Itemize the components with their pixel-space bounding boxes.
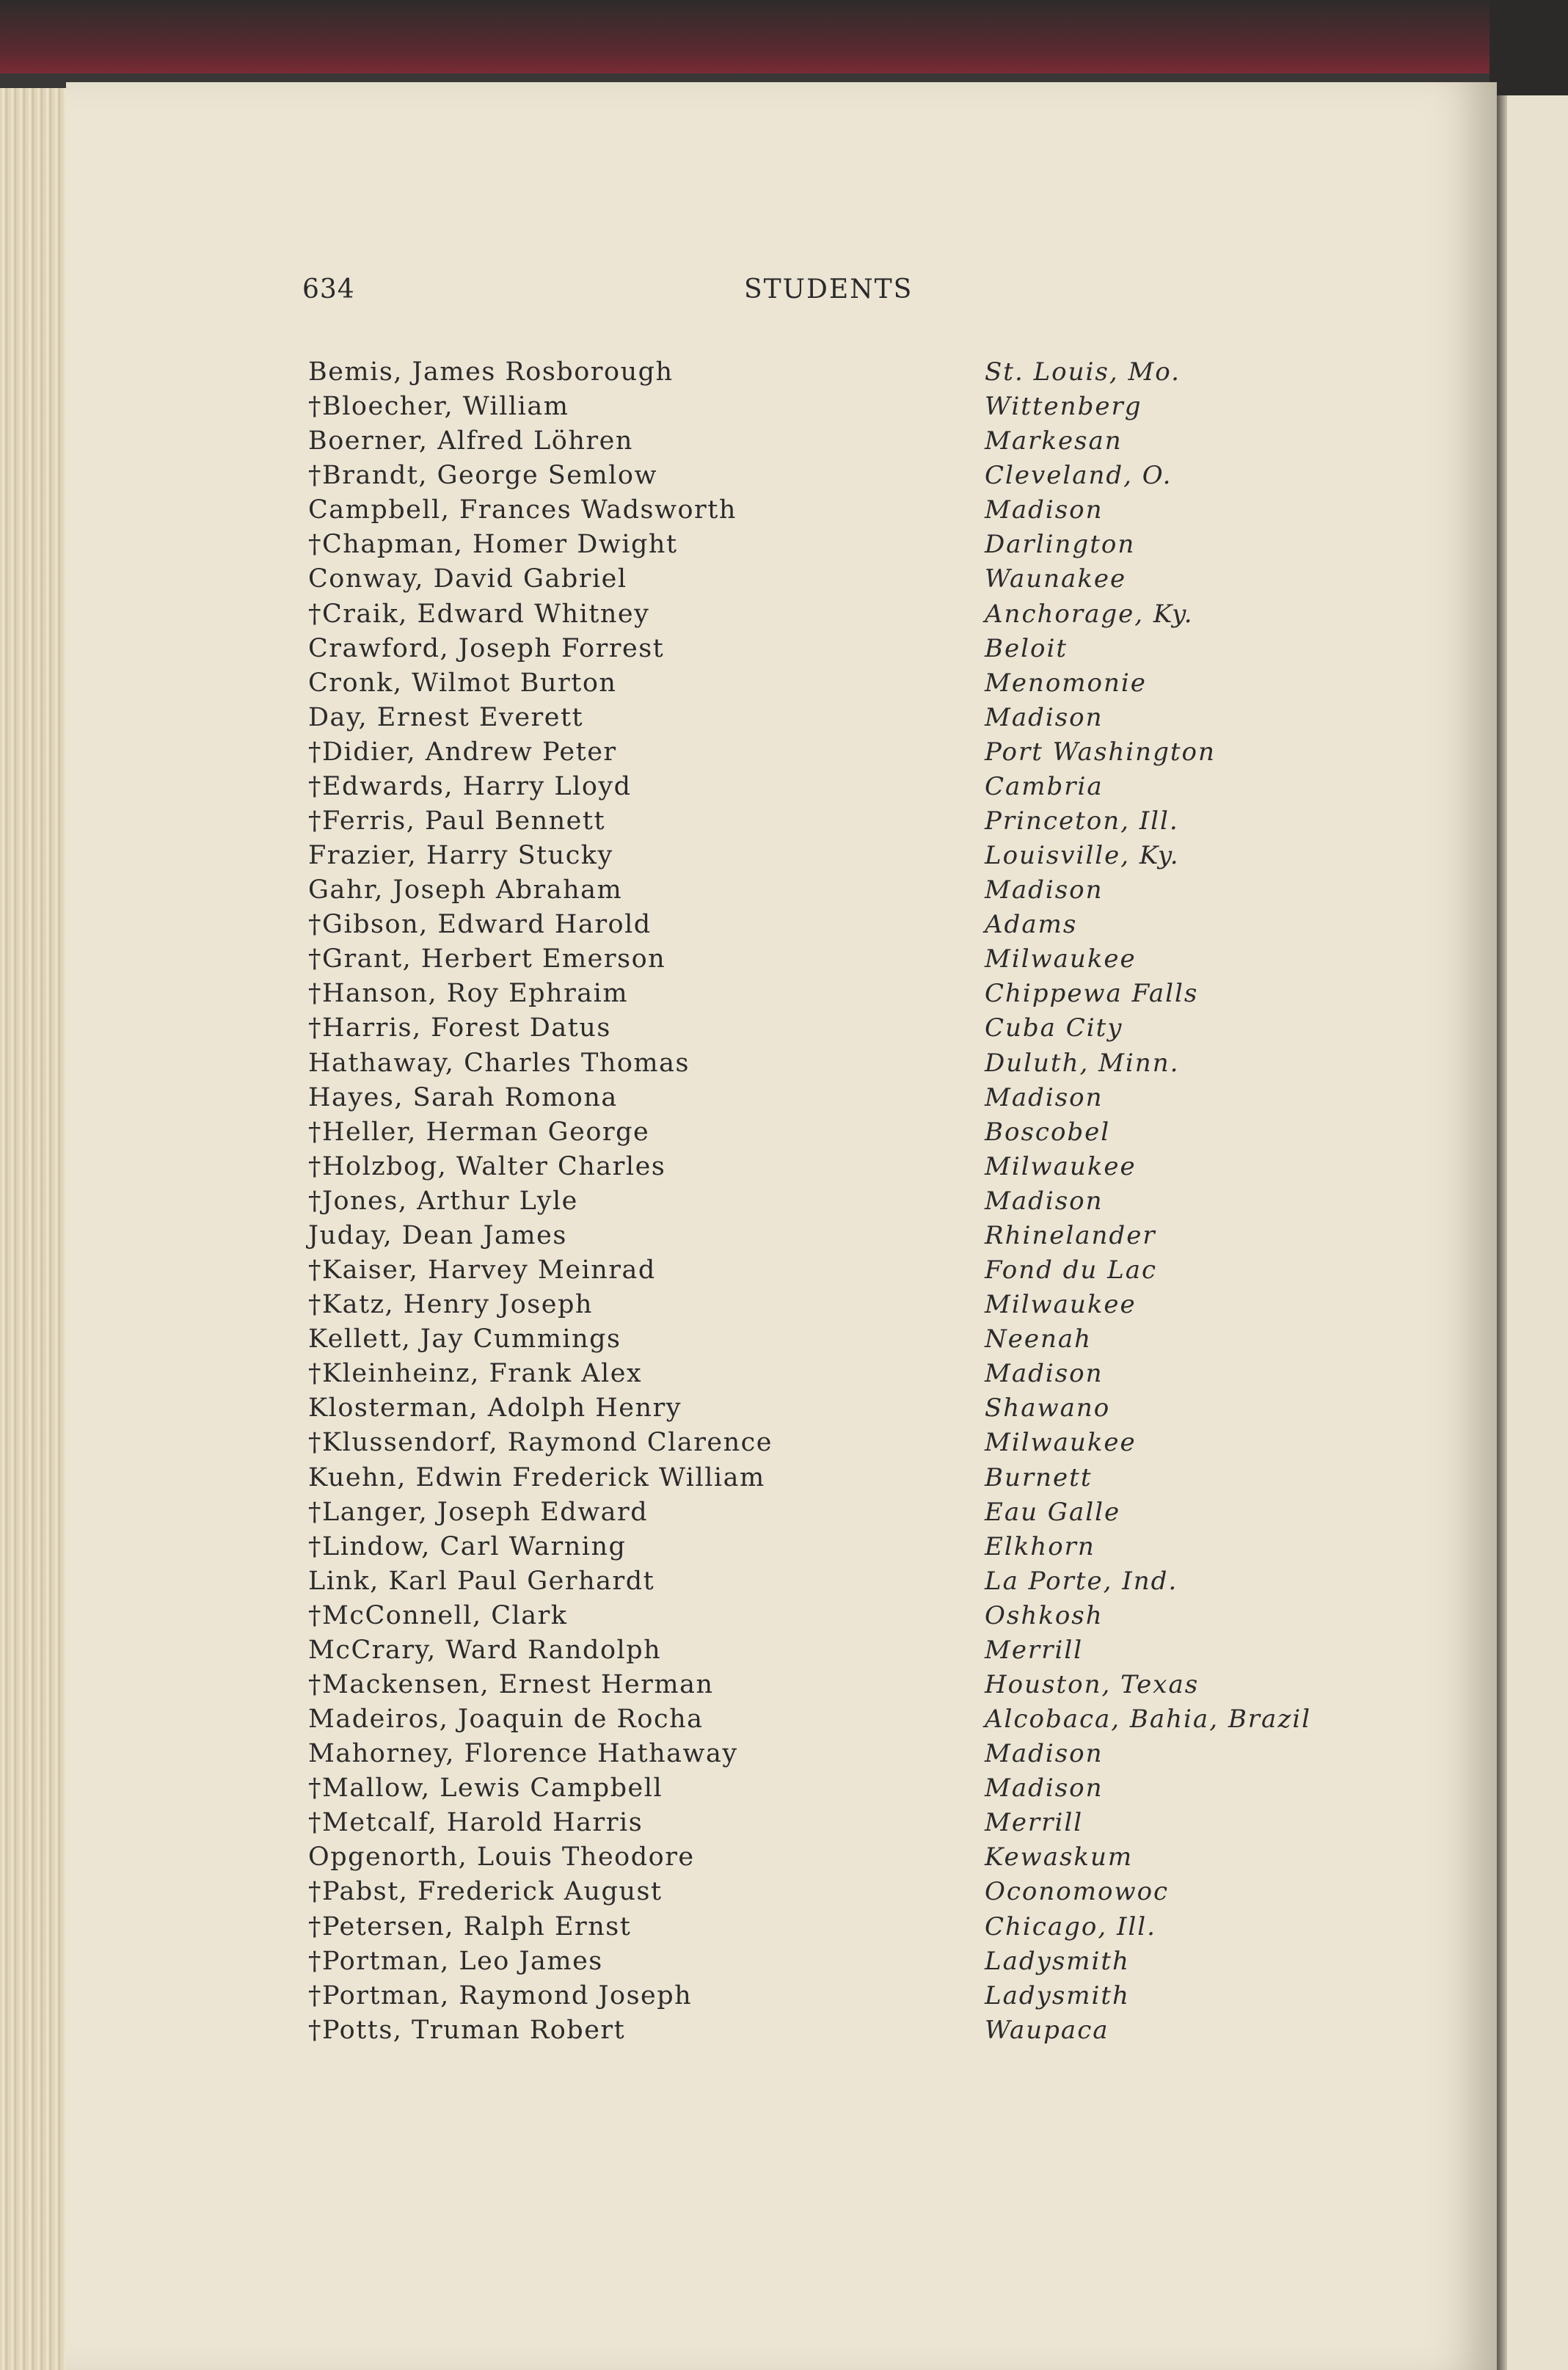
student-row (308, 1495, 1409, 1530)
student-name: †Kaiser, Harvey Meinrad (308, 1255, 656, 1286)
student-hometown: Madison (985, 1359, 1104, 1389)
student-hometown: Port Washington (985, 737, 1216, 767)
student-row (308, 1357, 1409, 1391)
student-hometown: Princeton, Ill. (985, 806, 1179, 836)
student-row (308, 562, 1409, 597)
student-hometown: Alcobaca, Bahia, Brazil (985, 1704, 1311, 1735)
student-row (308, 1219, 1409, 1253)
student-hometown: La Porte, Ind. (985, 1566, 1178, 1596)
student-name: †McConnell, Clark (308, 1600, 568, 1630)
student-row (308, 1253, 1409, 1288)
student-row (308, 1184, 1409, 1219)
student-row (308, 390, 1409, 424)
student-name: †Pabst, Frederick August (308, 1877, 663, 1907)
student-hometown: Merrill (985, 1808, 1084, 1838)
student-row (308, 1875, 1409, 1909)
student-hometown: Madison (985, 1082, 1104, 1112)
student-name: †Heller, Herman George (308, 1117, 650, 1147)
student-name: Cronk, Wilmot Burton (308, 668, 617, 698)
student-row (308, 1737, 1409, 1771)
student-row (308, 1115, 1409, 1150)
student-row (308, 1461, 1409, 1495)
student-name: McCrary, Ward Randolph (308, 1635, 662, 1665)
student-hometown: Kewaskum (985, 1842, 1134, 1873)
student-hometown: Anchorage, Ky. (985, 599, 1194, 629)
student-hometown: Menomonie (985, 668, 1147, 698)
student-hometown: Ladysmith (985, 1980, 1130, 2010)
student-hometown: Duluth, Minn. (985, 1048, 1180, 1078)
student-hometown: Ladysmith (985, 1946, 1130, 1976)
student-hometown: Eau Galle (985, 1497, 1121, 1527)
student-name: †Portman, Raymond Joseph (308, 1980, 693, 2010)
student-name: †Lindow, Carl Warning (308, 1531, 627, 1561)
student-name: †Grant, Herbert Emerson (308, 944, 666, 974)
student-hometown: Burnett (985, 1462, 1093, 1492)
student-name: Day, Ernest Everett (308, 702, 584, 732)
student-hometown: Oshkosh (985, 1600, 1104, 1630)
facing-page-gutter (1497, 95, 1507, 2370)
student-hometown: Madison (985, 495, 1104, 525)
student-row (308, 1806, 1409, 1840)
student-row (308, 942, 1409, 977)
student-row (308, 2013, 1409, 2048)
student-hometown: Boscobel (985, 1117, 1111, 1147)
student-name: †Hanson, Roy Ephraim (308, 979, 629, 1009)
student-name: †Brandt, George Semlow (308, 461, 657, 491)
student-row (308, 1391, 1409, 1426)
running-head: STUDENTS (744, 274, 914, 305)
student-row (308, 459, 1409, 493)
student-hometown: Oconomowoc (985, 1877, 1170, 1907)
student-name: †Craik, Edward Whitney (308, 599, 650, 629)
page-edges (0, 88, 66, 2370)
student-hometown: Milwaukee (985, 1428, 1137, 1458)
student-row (308, 597, 1409, 632)
student-name: †Harris, Forest Datus (308, 1013, 611, 1043)
student-hometown: Louisville, Ky. (985, 841, 1180, 871)
student-hometown: Elkhorn (985, 1531, 1095, 1561)
student-hometown: Waunakee (985, 564, 1127, 594)
student-row (308, 1668, 1409, 1702)
student-name: Bemis, James Rosborough (308, 357, 674, 387)
student-row (308, 873, 1409, 908)
student-name: Campbell, Frances Wadsworth (308, 495, 737, 525)
student-hometown: Chicago, Ill. (985, 1911, 1156, 1941)
student-hometown: Cambria (985, 771, 1104, 801)
student-name: Klosterman, Adolph Henry (308, 1393, 682, 1423)
student-row (308, 1979, 1409, 2013)
student-hometown: Chippewa Falls (985, 979, 1199, 1009)
student-row (308, 1910, 1409, 1944)
student-hometown: Wittenberg (985, 392, 1142, 422)
student-name: Kuehn, Edwin Frederick William (308, 1462, 765, 1492)
student-name: †Portman, Leo James (308, 1946, 603, 1976)
student-row (308, 735, 1409, 770)
student-hometown: Madison (985, 702, 1104, 732)
student-row (308, 1426, 1409, 1460)
student-row (308, 977, 1409, 1011)
student-row (308, 1633, 1409, 1668)
book-cover-top (0, 0, 1568, 73)
student-hometown: Cuba City (985, 1013, 1123, 1043)
student-row (308, 1288, 1409, 1322)
student-row (308, 1840, 1409, 1875)
student-row (308, 1564, 1409, 1599)
student-hometown: Fond du Lac (985, 1255, 1158, 1286)
student-row (308, 839, 1409, 873)
student-row (308, 1046, 1409, 1081)
student-hometown: Madison (985, 1773, 1104, 1804)
student-hometown: Cleveland, O. (985, 461, 1173, 491)
student-name: †Holzbog, Walter Charles (308, 1151, 666, 1181)
student-name: Boerner, Alfred Löhren (308, 426, 633, 456)
student-name: Hayes, Sarah Romona (308, 1082, 618, 1112)
student-name: †Edwards, Harry Lloyd (308, 771, 632, 801)
student-hometown: Madison (985, 875, 1104, 905)
student-row (308, 528, 1409, 562)
student-name: †Petersen, Ralph Ernst (308, 1911, 632, 1941)
student-name: †Kleinheinz, Frank Alex (308, 1359, 643, 1389)
student-row (308, 701, 1409, 735)
student-row (308, 1771, 1409, 1806)
student-name: †Langer, Joseph Edward (308, 1497, 649, 1527)
student-name: Juday, Dean James (308, 1220, 567, 1250)
student-hometown: Rhinelander (985, 1220, 1156, 1250)
student-name: Opgenorth, Louis Theodore (308, 1842, 695, 1873)
student-hometown: Darlington (985, 530, 1136, 560)
student-hometown: Madison (985, 1186, 1104, 1216)
student-name: Madeiros, Joaquin de Rocha (308, 1704, 704, 1735)
student-hometown: Milwaukee (985, 1151, 1137, 1181)
student-hometown: Beloit (985, 633, 1068, 663)
student-name: †Chapman, Homer Dwight (308, 530, 678, 560)
student-row (308, 1150, 1409, 1184)
student-row (308, 1599, 1409, 1633)
student-row (308, 1011, 1409, 1046)
student-name: Frazier, Harry Stucky (308, 841, 613, 871)
student-hometown: Houston, Texas (985, 1669, 1200, 1699)
student-roster (308, 355, 1409, 2048)
student-row (308, 908, 1409, 942)
student-row (308, 1081, 1409, 1115)
student-hometown: Neenah (985, 1324, 1093, 1354)
student-hometown: Milwaukee (985, 1290, 1137, 1320)
student-name: †Klussendorf, Raymond Clarence (308, 1428, 773, 1458)
student-row (308, 493, 1409, 528)
student-hometown: Markesan (985, 426, 1123, 456)
student-row (308, 1702, 1409, 1737)
student-row (308, 804, 1409, 839)
student-hometown: Milwaukee (985, 944, 1137, 974)
student-name: †Bloecher, William (308, 392, 569, 422)
student-name: †Potts, Truman Robert (308, 2015, 626, 2045)
student-name: Mahorney, Florence Hathaway (308, 1739, 738, 1769)
student-name: Crawford, Joseph Forrest (308, 633, 665, 663)
student-row (308, 666, 1409, 701)
student-name: †Metcalf, Harold Harris (308, 1808, 643, 1838)
student-name: †Jones, Arthur Lyle (308, 1186, 578, 1216)
student-name: †Mackensen, Ernest Herman (308, 1669, 714, 1699)
student-name: Gahr, Joseph Abraham (308, 875, 623, 905)
student-name: Link, Karl Paul Gerhardt (308, 1566, 655, 1596)
student-row (308, 770, 1409, 804)
student-row (308, 1322, 1409, 1357)
student-hometown: Madison (985, 1739, 1104, 1769)
student-row (308, 1944, 1409, 1979)
student-row (308, 632, 1409, 666)
student-name: Conway, David Gabriel (308, 564, 627, 594)
student-hometown: St. Louis, Mo. (985, 357, 1181, 387)
student-hometown: Waupaca (985, 2015, 1109, 2045)
student-name: †Gibson, Edward Harold (308, 910, 652, 940)
student-name: Hathaway, Charles Thomas (308, 1048, 690, 1078)
student-hometown: Merrill (985, 1635, 1084, 1665)
student-name: †Ferris, Paul Bennett (308, 806, 606, 836)
student-row (308, 424, 1409, 459)
student-name: †Katz, Henry Joseph (308, 1290, 593, 1320)
student-name: †Didier, Andrew Peter (308, 737, 617, 767)
student-name: †Mallow, Lewis Campbell (308, 1773, 663, 1804)
facing-page-edge (1497, 95, 1568, 2370)
student-hometown: Adams (985, 910, 1078, 940)
page-number: 634 (302, 274, 355, 305)
student-name: Kellett, Jay Cummings (308, 1324, 621, 1354)
student-hometown: Shawano (985, 1393, 1111, 1423)
student-row (308, 1530, 1409, 1564)
student-row (308, 355, 1409, 390)
